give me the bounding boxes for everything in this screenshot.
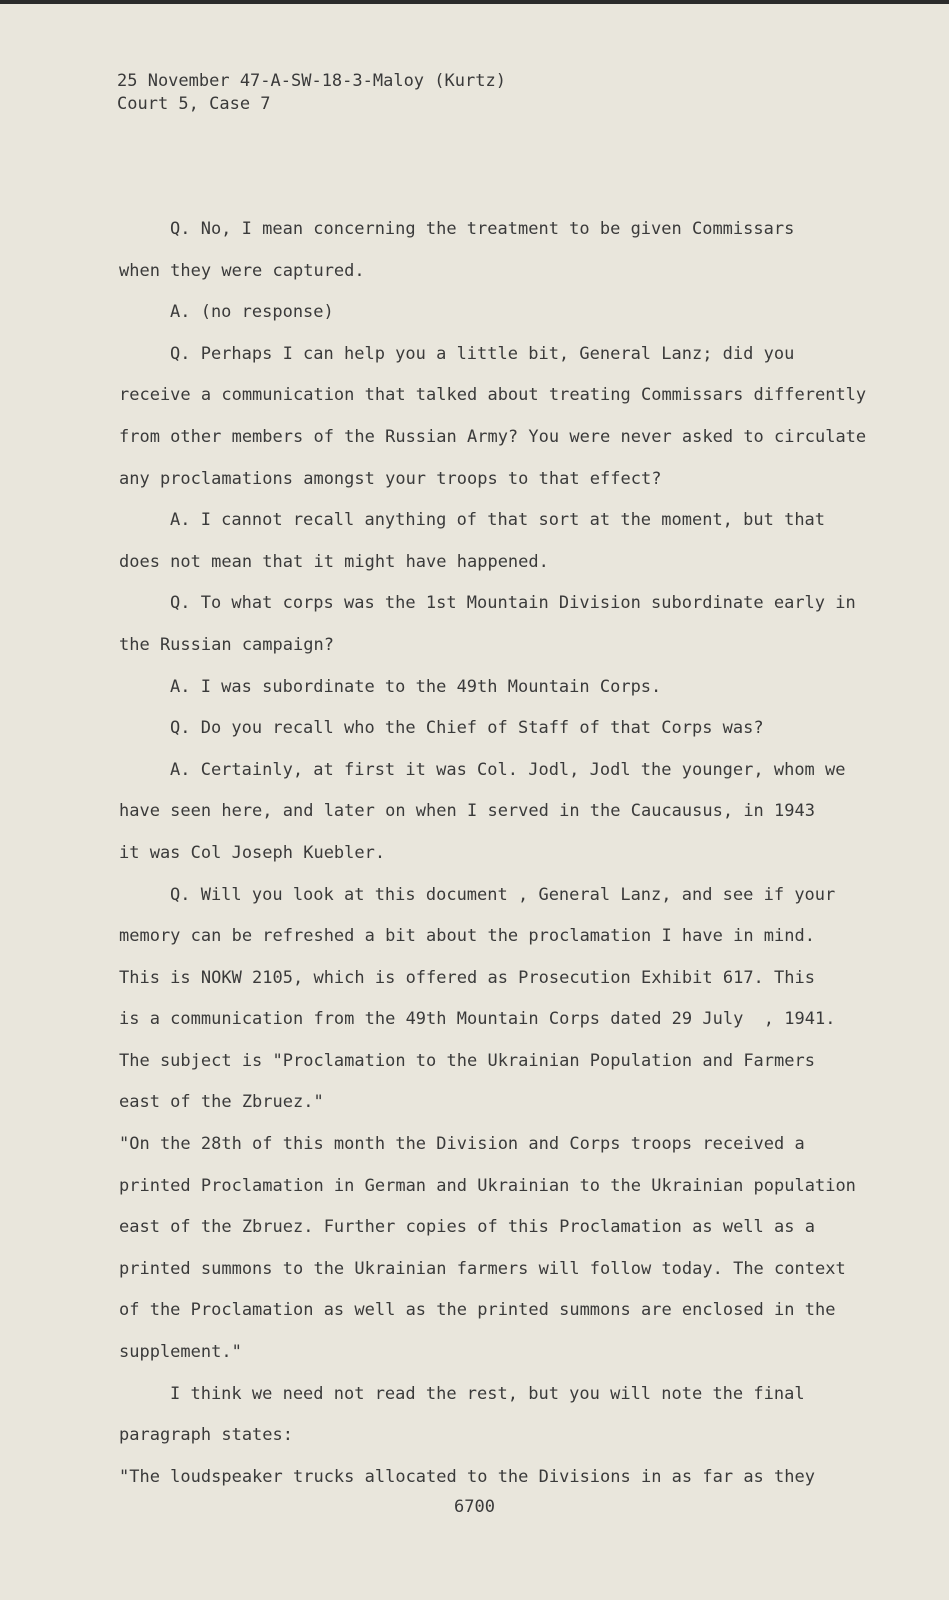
transcript-line: A. (no response) bbox=[170, 302, 334, 323]
transcript-line: A. I was subordinate to the 49th Mountain Corps. bbox=[170, 676, 662, 697]
transcript-line: does not mean that it might have happened. bbox=[119, 551, 549, 572]
transcript-line: Q. Perhaps I can help you a little bit, General Lanz; did you bbox=[170, 343, 795, 364]
transcript-line: I think we need not read the rest, but you will note the final bbox=[170, 1383, 805, 1404]
transcript-line: have seen here, and later on when I served in the Caucausus, in 1943 bbox=[119, 801, 815, 822]
transcript-line: "The loudspeaker trucks allocated to the Divisions in as far as they bbox=[119, 1466, 815, 1487]
transcript-line: Q. To what corps was the 1st Mountain Division subordinate early in bbox=[170, 593, 856, 614]
header-line-court-case: Court 5, Case 7 bbox=[117, 94, 271, 114]
transcript-line: it was Col Joseph Kuebler. bbox=[119, 842, 386, 863]
transcript-line: any proclamations amongst your troops to that effect? bbox=[119, 468, 662, 489]
transcript-line: the Russian campaign? bbox=[119, 634, 334, 655]
transcript-body bbox=[119, 209, 889, 1498]
transcript-line: receive a communication that talked about treating Commissars differently bbox=[119, 385, 867, 406]
transcript-line: is a communication from the 49th Mountain Corps dated 29 July , 1941. bbox=[119, 1009, 836, 1030]
document-header bbox=[117, 70, 506, 116]
transcript-line: paragraph states: bbox=[119, 1425, 293, 1446]
transcript-line: from other members of the Russian Army? You were never asked to circulate bbox=[119, 426, 867, 447]
transcript-line: This is NOKW 2105, which is offered as Prosecution Exhibit 617. This bbox=[119, 967, 815, 988]
transcript-line: printed Proclamation in German and Ukrainian to the Ukrainian population bbox=[119, 1175, 856, 1196]
transcript-line: east of the Zbruez. Further copies of this Proclamation as well as a bbox=[119, 1217, 815, 1238]
transcript-line: Q. Do you recall who the Chief of Staff of that Corps was? bbox=[170, 718, 764, 739]
transcript-line: of the Proclamation as well as the printed summons are enclosed in the bbox=[119, 1300, 836, 1321]
transcript-line: printed summons to the Ukrainian farmers will follow today. The context bbox=[119, 1258, 846, 1279]
transcript-line: supplement." bbox=[119, 1342, 242, 1363]
transcript-line: The subject is "Proclamation to the Ukrainian Population and Farmers bbox=[119, 1050, 815, 1071]
transcript-line: Q. No, I mean concerning the treatment to be given Commissars bbox=[170, 219, 795, 239]
transcript-line: memory can be refreshed a bit about the proclamation I have in mind. bbox=[119, 926, 815, 947]
transcript-line: A. I cannot recall anything of that sort at the moment, but that bbox=[170, 510, 826, 531]
transcript-line: when they were captured. bbox=[119, 260, 365, 281]
transcript-line: A. Certainly, at first it was Col. Jodl, Jodl the younger, whom we bbox=[170, 759, 846, 780]
page-number: 6700 bbox=[454, 1497, 495, 1517]
transcript-line: "On the 28th of this month the Division and Corps troops received a bbox=[119, 1134, 805, 1155]
transcript-line: Q. Will you look at this document , General Lanz, and see if your bbox=[170, 884, 836, 905]
transcript-line: east of the Zbruez." bbox=[119, 1092, 324, 1113]
scan-edge bbox=[0, 0, 949, 4]
header-line-date-reference: 25 November 47-A-SW-18-3-Maloy (Kurtz) bbox=[117, 71, 506, 91]
